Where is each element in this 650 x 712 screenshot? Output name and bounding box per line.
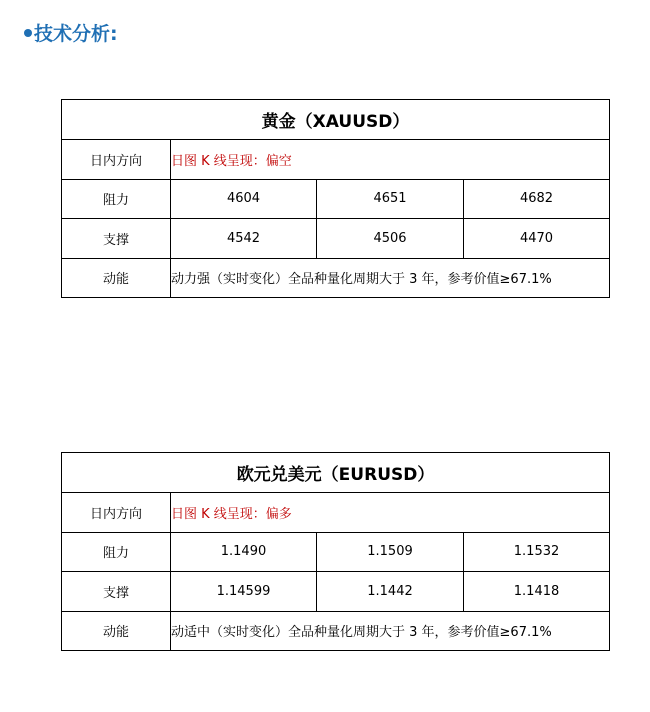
- table-row: [62, 611, 610, 651]
- resistance-value: 1.1490: [171, 532, 317, 572]
- table-row: [62, 219, 610, 259]
- resistance-label: 阻力: [62, 179, 171, 219]
- intraday-label: 日内方向: [62, 493, 171, 533]
- momentum-label: 动能: [62, 611, 171, 651]
- support-label: 支撑: [62, 219, 171, 259]
- table-row: [62, 140, 610, 180]
- resistance-value: 4651: [317, 179, 464, 219]
- momentum-value: 动适中（实时变化）全品种量化周期大于 3 年，参考价值≥67.1%: [171, 611, 610, 651]
- support-value: 4542: [171, 219, 317, 259]
- intraday-label: 日内方向: [62, 140, 171, 180]
- section-heading: [24, 21, 118, 47]
- support-value: 1.14599: [171, 572, 317, 612]
- momentum-value: 动力强（实时变化）全品种量化周期大于 3 年，参考价值≥67.1%: [171, 258, 610, 298]
- table-title: 欧元兑美元（EURUSD）: [62, 453, 610, 493]
- table-row: [62, 532, 610, 572]
- table-row: [62, 572, 610, 612]
- resistance-value: 1.1532: [464, 532, 610, 572]
- support-value: 4506: [317, 219, 464, 259]
- resistance-label: 阻力: [62, 532, 171, 572]
- support-label: 支撑: [62, 572, 171, 612]
- bullet-icon: [24, 29, 32, 37]
- resistance-value: 1.1509: [317, 532, 464, 572]
- eurusd-analysis-table: [61, 452, 610, 651]
- intraday-value: 日图 K 线呈现：偏多: [171, 493, 610, 533]
- support-value: 4470: [464, 219, 610, 259]
- section-title: 技术分析:: [34, 23, 118, 45]
- momentum-label: 动能: [62, 258, 171, 298]
- gold-analysis-table: [61, 99, 610, 298]
- support-value: 1.1442: [317, 572, 464, 612]
- table-row: [62, 179, 610, 219]
- table-title: 黄金（XAUUSD）: [62, 100, 610, 140]
- table-row: [62, 258, 610, 298]
- table-row: [62, 493, 610, 533]
- intraday-value: 日图 K 线呈现：偏空: [171, 140, 610, 180]
- support-value: 1.1418: [464, 572, 610, 612]
- resistance-value: 4604: [171, 179, 317, 219]
- resistance-value: 4682: [464, 179, 610, 219]
